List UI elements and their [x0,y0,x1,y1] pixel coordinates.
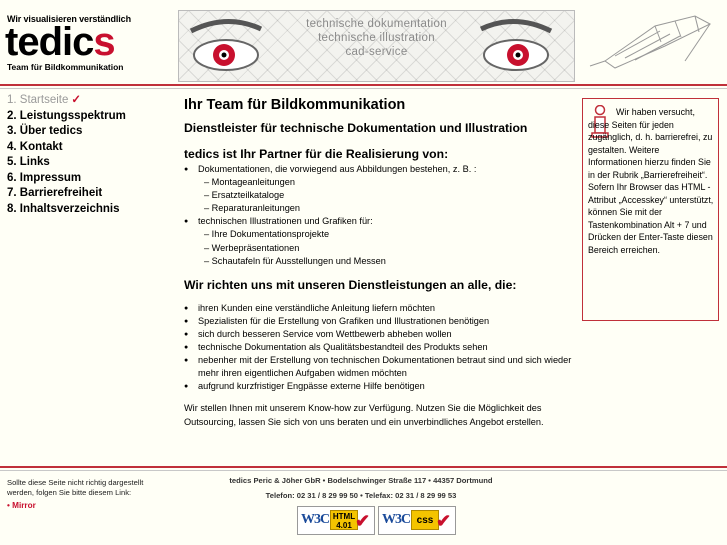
main-navigation [7,93,177,217]
list-subitem: – Ersatzteilkataloge [204,190,285,201]
list-subitem: – Reparaturanleitungen [204,203,301,214]
w3c-logo-text: W3C [382,512,411,527]
w3c-logo-text: W3C [301,512,330,527]
list-item: ● aufgrund kurzfristiger Engpässe externe Hilfe benötigen [184,380,574,393]
footer-address: tedics Peric & Jöher GbR • Bodelschwinger Straße 117 • 44357 Dortmund [229,476,493,485]
header-rule-thin [0,88,727,89]
list-item: ● technischen Illustrationen und Grafiken für: [184,215,574,228]
info-text: Wir haben versucht, diese Seiten für jeden zugänglich, d. h. barrierefrei, zu gestalten. Weitere Informationen hierzu finden Sie in der Rubrik „Barrierefreiheit“. Sofern Ihr Browser das HTML - Attribut „Accesskey“ unterstützt, können Sie mit der Tastenkombination Alt + 7 und Drücken der Enter-Taste diesen Bereich erreichen. [588,107,714,255]
w3c-css-badge[interactable] [378,506,456,535]
partner-heading: tedics ist Ihr Partner für die Realisierung von: [184,147,449,161]
check-icon: ✔ [355,511,371,531]
header-rule [0,84,727,86]
w3c-html-badge[interactable] [297,506,375,535]
logo-subtitle: Team für Bildkommunikation [7,62,124,72]
list-subitem: – Schautafeln für Ausstellungen und Messen [204,255,386,266]
footer-phone: Telefon: 02 31 / 8 29 99 50 • Telefax: 02 31 / 8 29 99 53 [265,491,457,500]
closing-paragraph: Wir stellen Ihnen mit unserem Know-how zur Verfügung. Nutzen Sie die Möglichkeit des Outsourcing, lassen Sie sich von uns beraten und ein unverbindliches Angebot erstellen. [184,403,544,427]
badge-html-version: 4.01 [336,521,352,530]
css-box: css [411,510,439,530]
footer-rule-thin [0,470,727,471]
list-subitem: – Montageanleitungen [204,177,295,188]
partner-list [184,163,574,268]
page-title: Ihr Team für Bildkommunikation [184,97,406,113]
nav-item-inhaltsverzeichnis[interactable]: 8. Inhaltsverzeichnis [7,202,120,215]
banner-line: cad-service [345,46,408,58]
html-version-box [330,510,358,530]
logo-word-main: tedic [5,20,94,64]
page-subtitle: Dienstleister für technische Dokumentation und Illustration [184,121,528,135]
check-icon: ✔ [436,511,452,531]
logo-word-accent: s [93,20,115,64]
logo-tagline: Wir visualisieren verständlich [7,14,131,24]
list-item: ● sich durch besseren Service vom Wettbewerb abheben wollen [184,328,574,341]
audience-heading: Wir richten uns mit unseren Dienstleistungen an alle, die: [184,277,517,292]
drawing-pen-icon [585,6,720,76]
nav-item-leistungsspektrum[interactable]: 2. Leistungsspektrum [7,109,126,122]
audience-list [184,302,574,394]
current-page-check-icon: ✓ [71,94,82,106]
nav-item-startseite[interactable] [7,93,177,109]
nav-item-links[interactable]: 5. Links [7,156,50,168]
nav-item-impressum[interactable]: 6. Impressum [7,171,82,184]
nav-item-ueber-tedics[interactable]: 3. Über tedics [7,125,83,137]
footer-note: Sollte diese Seite nicht richtig dargestellt werden, folgen Sie bitte diesem Link: [7,478,144,497]
mirror-link[interactable]: • Mirror [7,501,36,510]
list-item: ● technische Dokumentation als Qualitätsbestandteil des Produkts sehen [184,341,574,354]
banner-line: technische illustration [318,32,435,44]
main-content [184,96,574,429]
accessibility-info-box [582,98,719,321]
list-item: ● ihren Kunden eine verständliche Anleitung liefern möchten [184,302,574,315]
header-banner [178,10,575,82]
nav-item-barrierefreiheit[interactable]: 7. Barrierefreiheit [7,187,103,199]
banner-line: technische dokumentation [306,18,447,30]
list-item: ● Dokumentationen, die vorwiegend aus Abbildungen bestehen, z. B. : [184,163,574,176]
list-item: ● nebenher mit der Erstellung von technischen Dokumentationen betraut sind und sich wieder mehr ihren eigentlichen Aufgaben widmen möchten [184,354,574,380]
list-subitem: – Werbepräsentationen [204,242,300,253]
list-item: ● Spezialisten für die Erstellung von Grafiken und Illustrationen benötigen [184,315,574,328]
footer-rule [0,466,727,468]
list-subitem: – Ihre Dokumentationsprojekte [204,229,330,240]
badge-html-label: HTML [332,512,356,521]
nav-item-kontakt[interactable]: 4. Kontakt [7,140,63,153]
logo[interactable] [5,18,115,66]
nav-item-label: 1. Startseite [7,94,69,106]
